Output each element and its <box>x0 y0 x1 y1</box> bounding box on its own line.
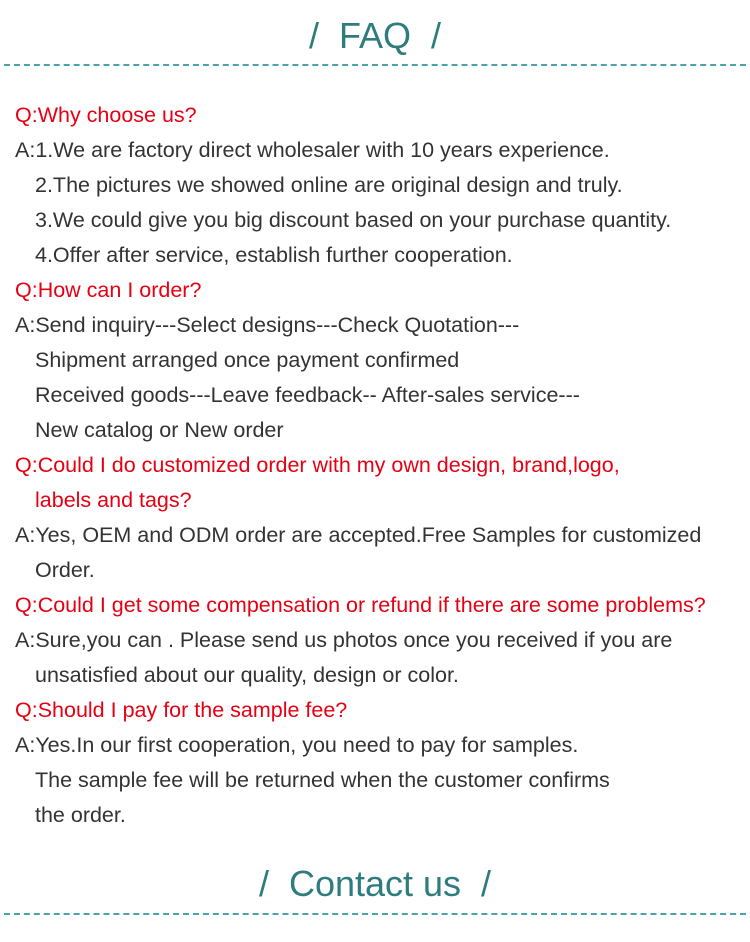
faq-answer: 2.The pictures we showed online are original design and truly. <box>35 173 623 197</box>
slash-decoration: / <box>481 863 492 904</box>
faq-divider <box>4 64 746 66</box>
contact-heading <box>0 862 750 906</box>
faq-heading-text: FAQ <box>338 15 412 56</box>
faq-question: Q:Could I get some compensation or refund if there are some problems? <box>15 593 706 617</box>
faq-heading <box>0 14 750 58</box>
faq-answer: New catalog or New order <box>35 418 284 442</box>
faq-question: Q:Could I do customized order with my own design, brand,logo, <box>15 453 620 477</box>
faq-answer: Order. <box>35 558 95 582</box>
faq-list <box>15 98 743 833</box>
faq-question: Q:How can I order? <box>15 278 202 302</box>
faq-answer: Shipment arranged once payment confirmed <box>35 348 460 372</box>
slash-decoration: / <box>258 863 269 904</box>
faq-answer: The sample fee will be returned when the customer confirms <box>35 768 610 792</box>
faq-question: Q:Why choose us? <box>15 103 197 127</box>
faq-question: labels and tags? <box>35 488 192 512</box>
faq-answer: A:1.We are factory direct wholesaler with 10 years experience. <box>15 138 610 162</box>
faq-answer: unsatisfied about our quality, design or color. <box>35 663 459 687</box>
slash-decoration: / <box>308 15 319 56</box>
faq-answer: 3.We could give you big discount based on your purchase quantity. <box>35 208 672 232</box>
faq-answer: A:Yes, OEM and ODM order are accepted.Free Samples for customized <box>15 523 702 547</box>
faq-answer: A:Yes.In our first cooperation, you need to pay for samples. <box>15 733 579 757</box>
faq-answer: A:Sure,you can . Please send us photos once you received if you are <box>15 628 673 652</box>
contact-heading-text: Contact us <box>288 863 462 904</box>
contact-divider <box>4 913 746 915</box>
faq-answer: the order. <box>35 803 126 827</box>
slash-decoration: / <box>431 15 442 56</box>
faq-question: Q:Should I pay for the sample fee? <box>15 698 348 722</box>
faq-answer: 4.Offer after service, establish further cooperation. <box>35 243 513 267</box>
faq-answer: A:Send inquiry---Select designs---Check Quotation--- <box>15 313 520 337</box>
faq-answer: Received goods---Leave feedback-- After-sales service--- <box>35 383 580 407</box>
